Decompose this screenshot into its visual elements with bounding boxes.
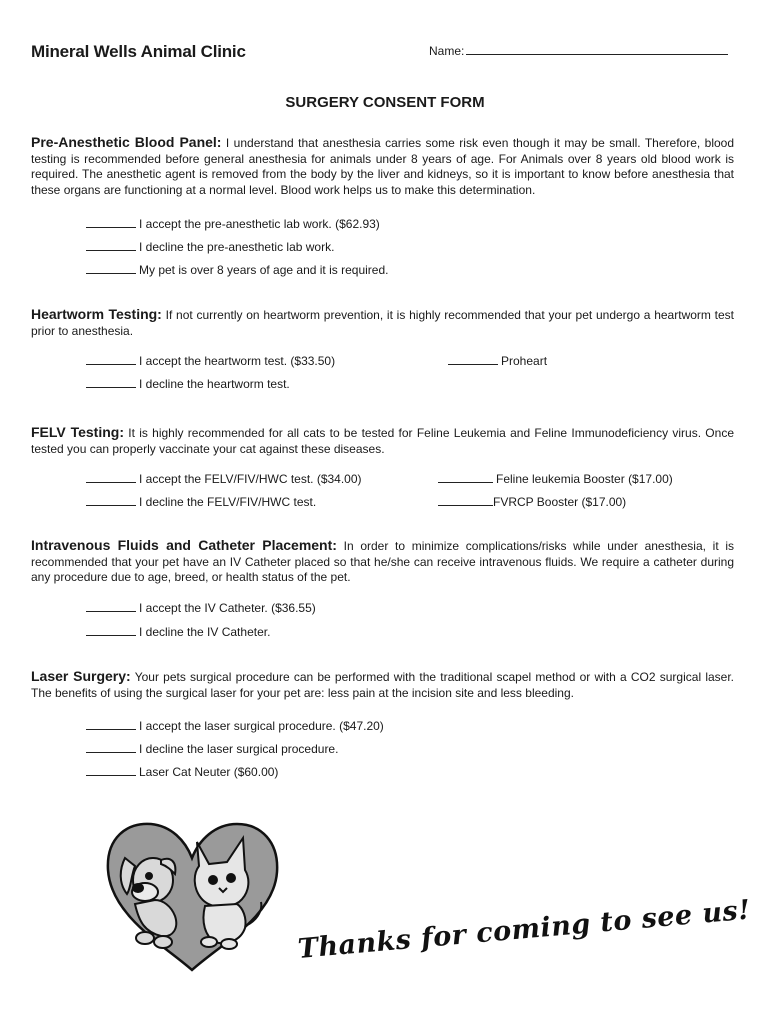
- proheart-option[interactable]: Proheart: [448, 353, 547, 368]
- blank-line[interactable]: [86, 624, 136, 636]
- felv-accept-option[interactable]: I accept the FELV/FIV/HWC test. ($34.00): [86, 471, 362, 486]
- laser-decline-option[interactable]: I decline the laser surgical procedure.: [86, 741, 338, 756]
- laser-section: [31, 669, 734, 701]
- laser-cat-neuter-option[interactable]: Laser Cat Neuter ($60.00): [86, 764, 278, 779]
- blood-panel-heading: Pre-Anesthetic Blood Panel:: [31, 134, 222, 150]
- blank-line[interactable]: [448, 353, 498, 365]
- blank-line[interactable]: [438, 471, 493, 483]
- form-title: SURGERY CONSENT FORM: [285, 94, 485, 111]
- laser-heading: Laser Surgery:: [31, 668, 131, 684]
- blood-panel-body: I understand that anesthesia carries some risk even though it may be small. Therefore, blood testing is recommended before general anesthesia for animals under 8 years of age. For Animals over 8 years old blood work is required. The anesthetic agent is removed from the body by the liver and kidneys, so it is important to know before anesthesia that these organs are functioning at a normal level. Blood work helps us to make this determination.: [31, 136, 735, 197]
- blank-line[interactable]: [86, 262, 136, 274]
- heartworm-accept-option[interactable]: I accept the heartworm test. ($33.50): [86, 353, 335, 368]
- thanks-text: Thanks for coming to see us!: [296, 894, 752, 965]
- blank-line[interactable]: [86, 216, 136, 228]
- heartworm-decline-option[interactable]: I decline the heartworm test.: [86, 376, 290, 391]
- heartworm-body: If not currently on heartworm prevention, it is highly recommended that your pet undergo a heartworm test prior to anesthesia.: [31, 308, 734, 338]
- felv-decline-option[interactable]: I decline the FELV/FIV/HWC test.: [86, 494, 316, 509]
- laser-body: Your pets surgical procedure can be performed with the traditional scapel method or with a CO2 surgical laser. The benefits of using the surgical laser for your pet are: less pain at the incision site and less bleeding.: [31, 670, 734, 700]
- laser-accept-option[interactable]: I accept the laser surgical procedure. ($47.20): [86, 718, 384, 733]
- name-label: Name:: [429, 44, 465, 58]
- fvrcp-booster-option[interactable]: FVRCP Booster ($17.00): [438, 494, 626, 509]
- felv-body: It is highly recommended for all cats to be tested for Feline Leukemia and Feline Immunodeficiency virus. Once tested you can properly vaccinate your cat against these diseases.: [31, 426, 734, 456]
- feline-leukemia-booster-option[interactable]: Feline leukemia Booster ($17.00): [438, 471, 673, 486]
- clinic-name: Mineral Wells Animal Clinic: [31, 42, 246, 61]
- blood-panel-section: [31, 135, 734, 198]
- name-line[interactable]: [466, 42, 728, 55]
- blank-line[interactable]: [86, 471, 136, 483]
- felv-heading: FELV Testing:: [31, 424, 124, 440]
- blank-line[interactable]: [86, 764, 136, 776]
- blank-line[interactable]: [86, 600, 136, 612]
- iv-heading: Intravenous Fluids and Catheter Placement:: [31, 537, 337, 553]
- blank-line[interactable]: [86, 718, 136, 730]
- heartworm-heading: Heartworm Testing:: [31, 306, 162, 322]
- iv-decline-option[interactable]: I decline the IV Catheter.: [86, 624, 270, 639]
- felv-section: [31, 425, 734, 457]
- iv-accept-option[interactable]: I accept the IV Catheter. ($36.55): [86, 600, 316, 615]
- iv-section: [31, 538, 734, 586]
- heartworm-section: [31, 307, 734, 339]
- blood-panel-decline-option[interactable]: I decline the pre-anesthetic lab work.: [86, 239, 334, 254]
- iv-body: In order to minimize complications/risks while under anesthesia, it is recommended that your pet have an IV Catheter placed so that he/she can receive intravenous fluids. We require a catheter during any procedure due to age, breed, or health status of the pet.: [31, 539, 735, 584]
- heart-pets-illustration: [105, 818, 280, 976]
- blank-line[interactable]: [438, 494, 493, 506]
- name-field[interactable]: [429, 42, 728, 58]
- header: [31, 42, 734, 66]
- blank-line[interactable]: [86, 741, 136, 753]
- blank-line[interactable]: [86, 353, 136, 365]
- blood-panel-accept-option[interactable]: I accept the pre-anesthetic lab work. ($62.93): [86, 216, 380, 231]
- blood-panel-over8-option[interactable]: My pet is over 8 years of age and it is required.: [86, 262, 388, 277]
- blank-line[interactable]: [86, 239, 136, 251]
- blank-line[interactable]: [86, 376, 136, 388]
- blank-line[interactable]: [86, 494, 136, 506]
